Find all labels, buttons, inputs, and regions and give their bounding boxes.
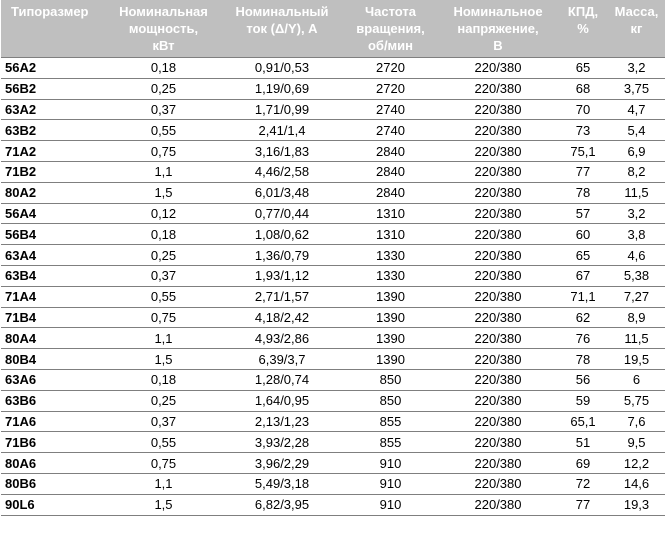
cell-current: 5,49/3,18 bbox=[221, 473, 343, 494]
cell-size: 56A2 bbox=[1, 58, 106, 79]
cell-current: 6,39/3,7 bbox=[221, 349, 343, 370]
cell-speed: 910 bbox=[343, 494, 438, 515]
cell-current: 6,01/3,48 bbox=[221, 182, 343, 203]
table-row bbox=[1, 453, 665, 474]
cell-size: 80B6 bbox=[1, 473, 106, 494]
cell-power: 1,1 bbox=[106, 473, 221, 494]
cell-size: 63B2 bbox=[1, 120, 106, 141]
cell-power: 0,37 bbox=[106, 99, 221, 120]
cell-efficiency: 67 bbox=[558, 265, 608, 286]
cell-size: 63A4 bbox=[1, 245, 106, 266]
cell-speed: 2720 bbox=[343, 78, 438, 99]
cell-efficiency: 72 bbox=[558, 473, 608, 494]
table-row bbox=[1, 203, 665, 224]
header-speed-line: вращения, bbox=[356, 21, 425, 36]
cell-mass: 6 bbox=[608, 369, 665, 390]
cell-mass: 3,8 bbox=[608, 224, 665, 245]
header-voltage bbox=[438, 0, 558, 58]
table-row bbox=[1, 349, 665, 370]
cell-voltage: 220/380 bbox=[438, 182, 558, 203]
cell-current: 2,71/1,57 bbox=[221, 286, 343, 307]
header-efficiency bbox=[558, 0, 608, 58]
cell-mass: 6,9 bbox=[608, 141, 665, 162]
cell-voltage: 220/380 bbox=[438, 245, 558, 266]
cell-power: 0,75 bbox=[106, 307, 221, 328]
cell-mass: 7,27 bbox=[608, 286, 665, 307]
cell-size: 56B2 bbox=[1, 78, 106, 99]
cell-speed: 2720 bbox=[343, 58, 438, 79]
cell-efficiency: 51 bbox=[558, 432, 608, 453]
cell-speed: 910 bbox=[343, 453, 438, 474]
cell-current: 1,36/0,79 bbox=[221, 245, 343, 266]
cell-current: 4,46/2,58 bbox=[221, 161, 343, 182]
cell-size: 56A4 bbox=[1, 203, 106, 224]
cell-power: 0,37 bbox=[106, 411, 221, 432]
header-voltage-line: напряжение, bbox=[457, 21, 539, 36]
cell-voltage: 220/380 bbox=[438, 265, 558, 286]
cell-size: 71A6 bbox=[1, 411, 106, 432]
cell-voltage: 220/380 bbox=[438, 494, 558, 515]
cell-size: 63B4 bbox=[1, 265, 106, 286]
cell-current: 1,71/0,99 bbox=[221, 99, 343, 120]
cell-current: 0,77/0,44 bbox=[221, 203, 343, 224]
cell-voltage: 220/380 bbox=[438, 453, 558, 474]
cell-speed: 1330 bbox=[343, 245, 438, 266]
cell-voltage: 220/380 bbox=[438, 141, 558, 162]
table-row bbox=[1, 78, 665, 99]
cell-voltage: 220/380 bbox=[438, 161, 558, 182]
cell-power: 0,37 bbox=[106, 265, 221, 286]
cell-size: 80B4 bbox=[1, 349, 106, 370]
cell-size: 63A2 bbox=[1, 99, 106, 120]
cell-current: 4,93/2,86 bbox=[221, 328, 343, 349]
cell-mass: 5,4 bbox=[608, 120, 665, 141]
table-row bbox=[1, 328, 665, 349]
header-mass-line: кг bbox=[630, 21, 643, 36]
table-row bbox=[1, 182, 665, 203]
header-power bbox=[106, 0, 221, 58]
cell-power: 1,5 bbox=[106, 182, 221, 203]
cell-mass: 8,9 bbox=[608, 307, 665, 328]
header-current bbox=[221, 0, 343, 58]
cell-mass: 3,2 bbox=[608, 203, 665, 224]
cell-speed: 850 bbox=[343, 369, 438, 390]
table-row bbox=[1, 120, 665, 141]
cell-speed: 2840 bbox=[343, 182, 438, 203]
cell-current: 1,19/0,69 bbox=[221, 78, 343, 99]
cell-power: 0,25 bbox=[106, 390, 221, 411]
cell-speed: 2740 bbox=[343, 120, 438, 141]
table-row bbox=[1, 224, 665, 245]
header-mass-line: Масса, bbox=[614, 4, 659, 19]
cell-current: 0,91/0,53 bbox=[221, 58, 343, 79]
cell-efficiency: 71,1 bbox=[558, 286, 608, 307]
header-speed bbox=[343, 0, 438, 58]
cell-efficiency: 77 bbox=[558, 161, 608, 182]
cell-efficiency: 59 bbox=[558, 390, 608, 411]
cell-efficiency: 77 bbox=[558, 494, 608, 515]
cell-efficiency: 62 bbox=[558, 307, 608, 328]
cell-speed: 850 bbox=[343, 390, 438, 411]
table-row bbox=[1, 473, 665, 494]
cell-efficiency: 60 bbox=[558, 224, 608, 245]
cell-current: 1,08/0,62 bbox=[221, 224, 343, 245]
table-row bbox=[1, 307, 665, 328]
cell-speed: 1310 bbox=[343, 203, 438, 224]
cell-size: 63A6 bbox=[1, 369, 106, 390]
cell-mass: 9,5 bbox=[608, 432, 665, 453]
header-size bbox=[1, 0, 106, 58]
cell-mass: 4,6 bbox=[608, 245, 665, 266]
cell-efficiency: 70 bbox=[558, 99, 608, 120]
cell-efficiency: 65,1 bbox=[558, 411, 608, 432]
cell-efficiency: 78 bbox=[558, 182, 608, 203]
cell-size: 71B4 bbox=[1, 307, 106, 328]
cell-size: 80A2 bbox=[1, 182, 106, 203]
cell-speed: 1310 bbox=[343, 224, 438, 245]
cell-power: 1,5 bbox=[106, 494, 221, 515]
cell-voltage: 220/380 bbox=[438, 369, 558, 390]
cell-speed: 910 bbox=[343, 473, 438, 494]
cell-voltage: 220/380 bbox=[438, 120, 558, 141]
cell-voltage: 220/380 bbox=[438, 473, 558, 494]
cell-current: 2,41/1,4 bbox=[221, 120, 343, 141]
table-row bbox=[1, 265, 665, 286]
cell-power: 0,55 bbox=[106, 120, 221, 141]
cell-power: 1,5 bbox=[106, 349, 221, 370]
cell-size: 90L6 bbox=[1, 494, 106, 515]
header-speed-line: Частота bbox=[364, 4, 416, 19]
cell-efficiency: 78 bbox=[558, 349, 608, 370]
cell-size: 63B6 bbox=[1, 390, 106, 411]
cell-mass: 4,7 bbox=[608, 99, 665, 120]
cell-power: 0,12 bbox=[106, 203, 221, 224]
cell-current: 1,93/1,12 bbox=[221, 265, 343, 286]
cell-current: 3,96/2,29 bbox=[221, 453, 343, 474]
table-row bbox=[1, 161, 665, 182]
cell-speed: 855 bbox=[343, 432, 438, 453]
cell-voltage: 220/380 bbox=[438, 328, 558, 349]
cell-mass: 3,75 bbox=[608, 78, 665, 99]
cell-mass: 19,5 bbox=[608, 349, 665, 370]
cell-efficiency: 56 bbox=[558, 369, 608, 390]
cell-current: 4,18/2,42 bbox=[221, 307, 343, 328]
cell-mass: 12,2 bbox=[608, 453, 665, 474]
cell-speed: 1390 bbox=[343, 307, 438, 328]
table-row bbox=[1, 99, 665, 120]
cell-power: 0,75 bbox=[106, 141, 221, 162]
cell-speed: 2840 bbox=[343, 161, 438, 182]
cell-speed: 1390 bbox=[343, 328, 438, 349]
header-efficiency-line: КПД, bbox=[567, 4, 599, 19]
cell-current: 3,93/2,28 bbox=[221, 432, 343, 453]
table-row bbox=[1, 141, 665, 162]
cell-speed: 1390 bbox=[343, 349, 438, 370]
cell-power: 1,1 bbox=[106, 328, 221, 349]
cell-voltage: 220/380 bbox=[438, 203, 558, 224]
cell-voltage: 220/380 bbox=[438, 99, 558, 120]
cell-current: 2,13/1,23 bbox=[221, 411, 343, 432]
cell-size: 71A2 bbox=[1, 141, 106, 162]
header-size-label: Типоразмер bbox=[11, 4, 89, 19]
cell-power: 0,25 bbox=[106, 245, 221, 266]
table-row bbox=[1, 432, 665, 453]
table-row bbox=[1, 286, 665, 307]
header-mass bbox=[608, 0, 665, 58]
cell-power: 0,25 bbox=[106, 78, 221, 99]
cell-efficiency: 75,1 bbox=[558, 141, 608, 162]
cell-power: 0,55 bbox=[106, 286, 221, 307]
header-power-line: кВт bbox=[152, 38, 175, 53]
table-row bbox=[1, 245, 665, 266]
cell-size: 71A4 bbox=[1, 286, 106, 307]
cell-voltage: 220/380 bbox=[438, 224, 558, 245]
header-voltage-line: В bbox=[493, 38, 503, 53]
header-power-line: Номинальная bbox=[119, 4, 208, 19]
cell-current: 1,28/0,74 bbox=[221, 369, 343, 390]
cell-mass: 11,5 bbox=[608, 182, 665, 203]
cell-voltage: 220/380 bbox=[438, 58, 558, 79]
cell-mass: 8,2 bbox=[608, 161, 665, 182]
cell-power: 1,1 bbox=[106, 161, 221, 182]
cell-power: 0,18 bbox=[106, 224, 221, 245]
cell-efficiency: 65 bbox=[558, 245, 608, 266]
header-row bbox=[1, 0, 665, 58]
header-current-line: Номинальный bbox=[235, 4, 329, 19]
cell-voltage: 220/380 bbox=[438, 78, 558, 99]
cell-voltage: 220/380 bbox=[438, 411, 558, 432]
cell-speed: 2740 bbox=[343, 99, 438, 120]
cell-size: 80A6 bbox=[1, 453, 106, 474]
table-row bbox=[1, 58, 665, 79]
cell-power: 0,55 bbox=[106, 432, 221, 453]
cell-power: 0,18 bbox=[106, 58, 221, 79]
cell-speed: 1390 bbox=[343, 286, 438, 307]
cell-voltage: 220/380 bbox=[438, 307, 558, 328]
cell-efficiency: 76 bbox=[558, 328, 608, 349]
cell-size: 56B4 bbox=[1, 224, 106, 245]
cell-current: 6,82/3,95 bbox=[221, 494, 343, 515]
cell-efficiency: 68 bbox=[558, 78, 608, 99]
cell-power: 0,18 bbox=[106, 369, 221, 390]
header-efficiency-line: % bbox=[577, 21, 589, 36]
header-current-line: ток (Δ/Y), А bbox=[246, 21, 318, 36]
cell-voltage: 220/380 bbox=[438, 349, 558, 370]
cell-voltage: 220/380 bbox=[438, 390, 558, 411]
cell-speed: 2840 bbox=[343, 141, 438, 162]
cell-speed: 1330 bbox=[343, 265, 438, 286]
cell-efficiency: 65 bbox=[558, 58, 608, 79]
cell-mass: 14,6 bbox=[608, 473, 665, 494]
cell-size: 71B6 bbox=[1, 432, 106, 453]
cell-mass: 3,2 bbox=[608, 58, 665, 79]
table-row bbox=[1, 411, 665, 432]
table-row bbox=[1, 369, 665, 390]
cell-current: 1,64/0,95 bbox=[221, 390, 343, 411]
cell-efficiency: 69 bbox=[558, 453, 608, 474]
cell-mass: 7,6 bbox=[608, 411, 665, 432]
header-power-line: мощность, bbox=[128, 21, 199, 36]
cell-mass: 19,3 bbox=[608, 494, 665, 515]
motor-spec-table bbox=[1, 0, 665, 516]
header-voltage-line: Номинальное bbox=[453, 4, 543, 19]
table-row bbox=[1, 390, 665, 411]
table-header bbox=[1, 0, 665, 58]
table-body bbox=[1, 58, 665, 516]
cell-voltage: 220/380 bbox=[438, 432, 558, 453]
cell-mass: 5,38 bbox=[608, 265, 665, 286]
cell-size: 80A4 bbox=[1, 328, 106, 349]
cell-speed: 855 bbox=[343, 411, 438, 432]
cell-efficiency: 57 bbox=[558, 203, 608, 224]
cell-efficiency: 73 bbox=[558, 120, 608, 141]
cell-power: 0,75 bbox=[106, 453, 221, 474]
cell-current: 3,16/1,83 bbox=[221, 141, 343, 162]
header-speed-line: об/мин bbox=[367, 38, 414, 53]
cell-mass: 11,5 bbox=[608, 328, 665, 349]
table-row bbox=[1, 494, 665, 515]
cell-size: 71B2 bbox=[1, 161, 106, 182]
cell-voltage: 220/380 bbox=[438, 286, 558, 307]
cell-mass: 5,75 bbox=[608, 390, 665, 411]
